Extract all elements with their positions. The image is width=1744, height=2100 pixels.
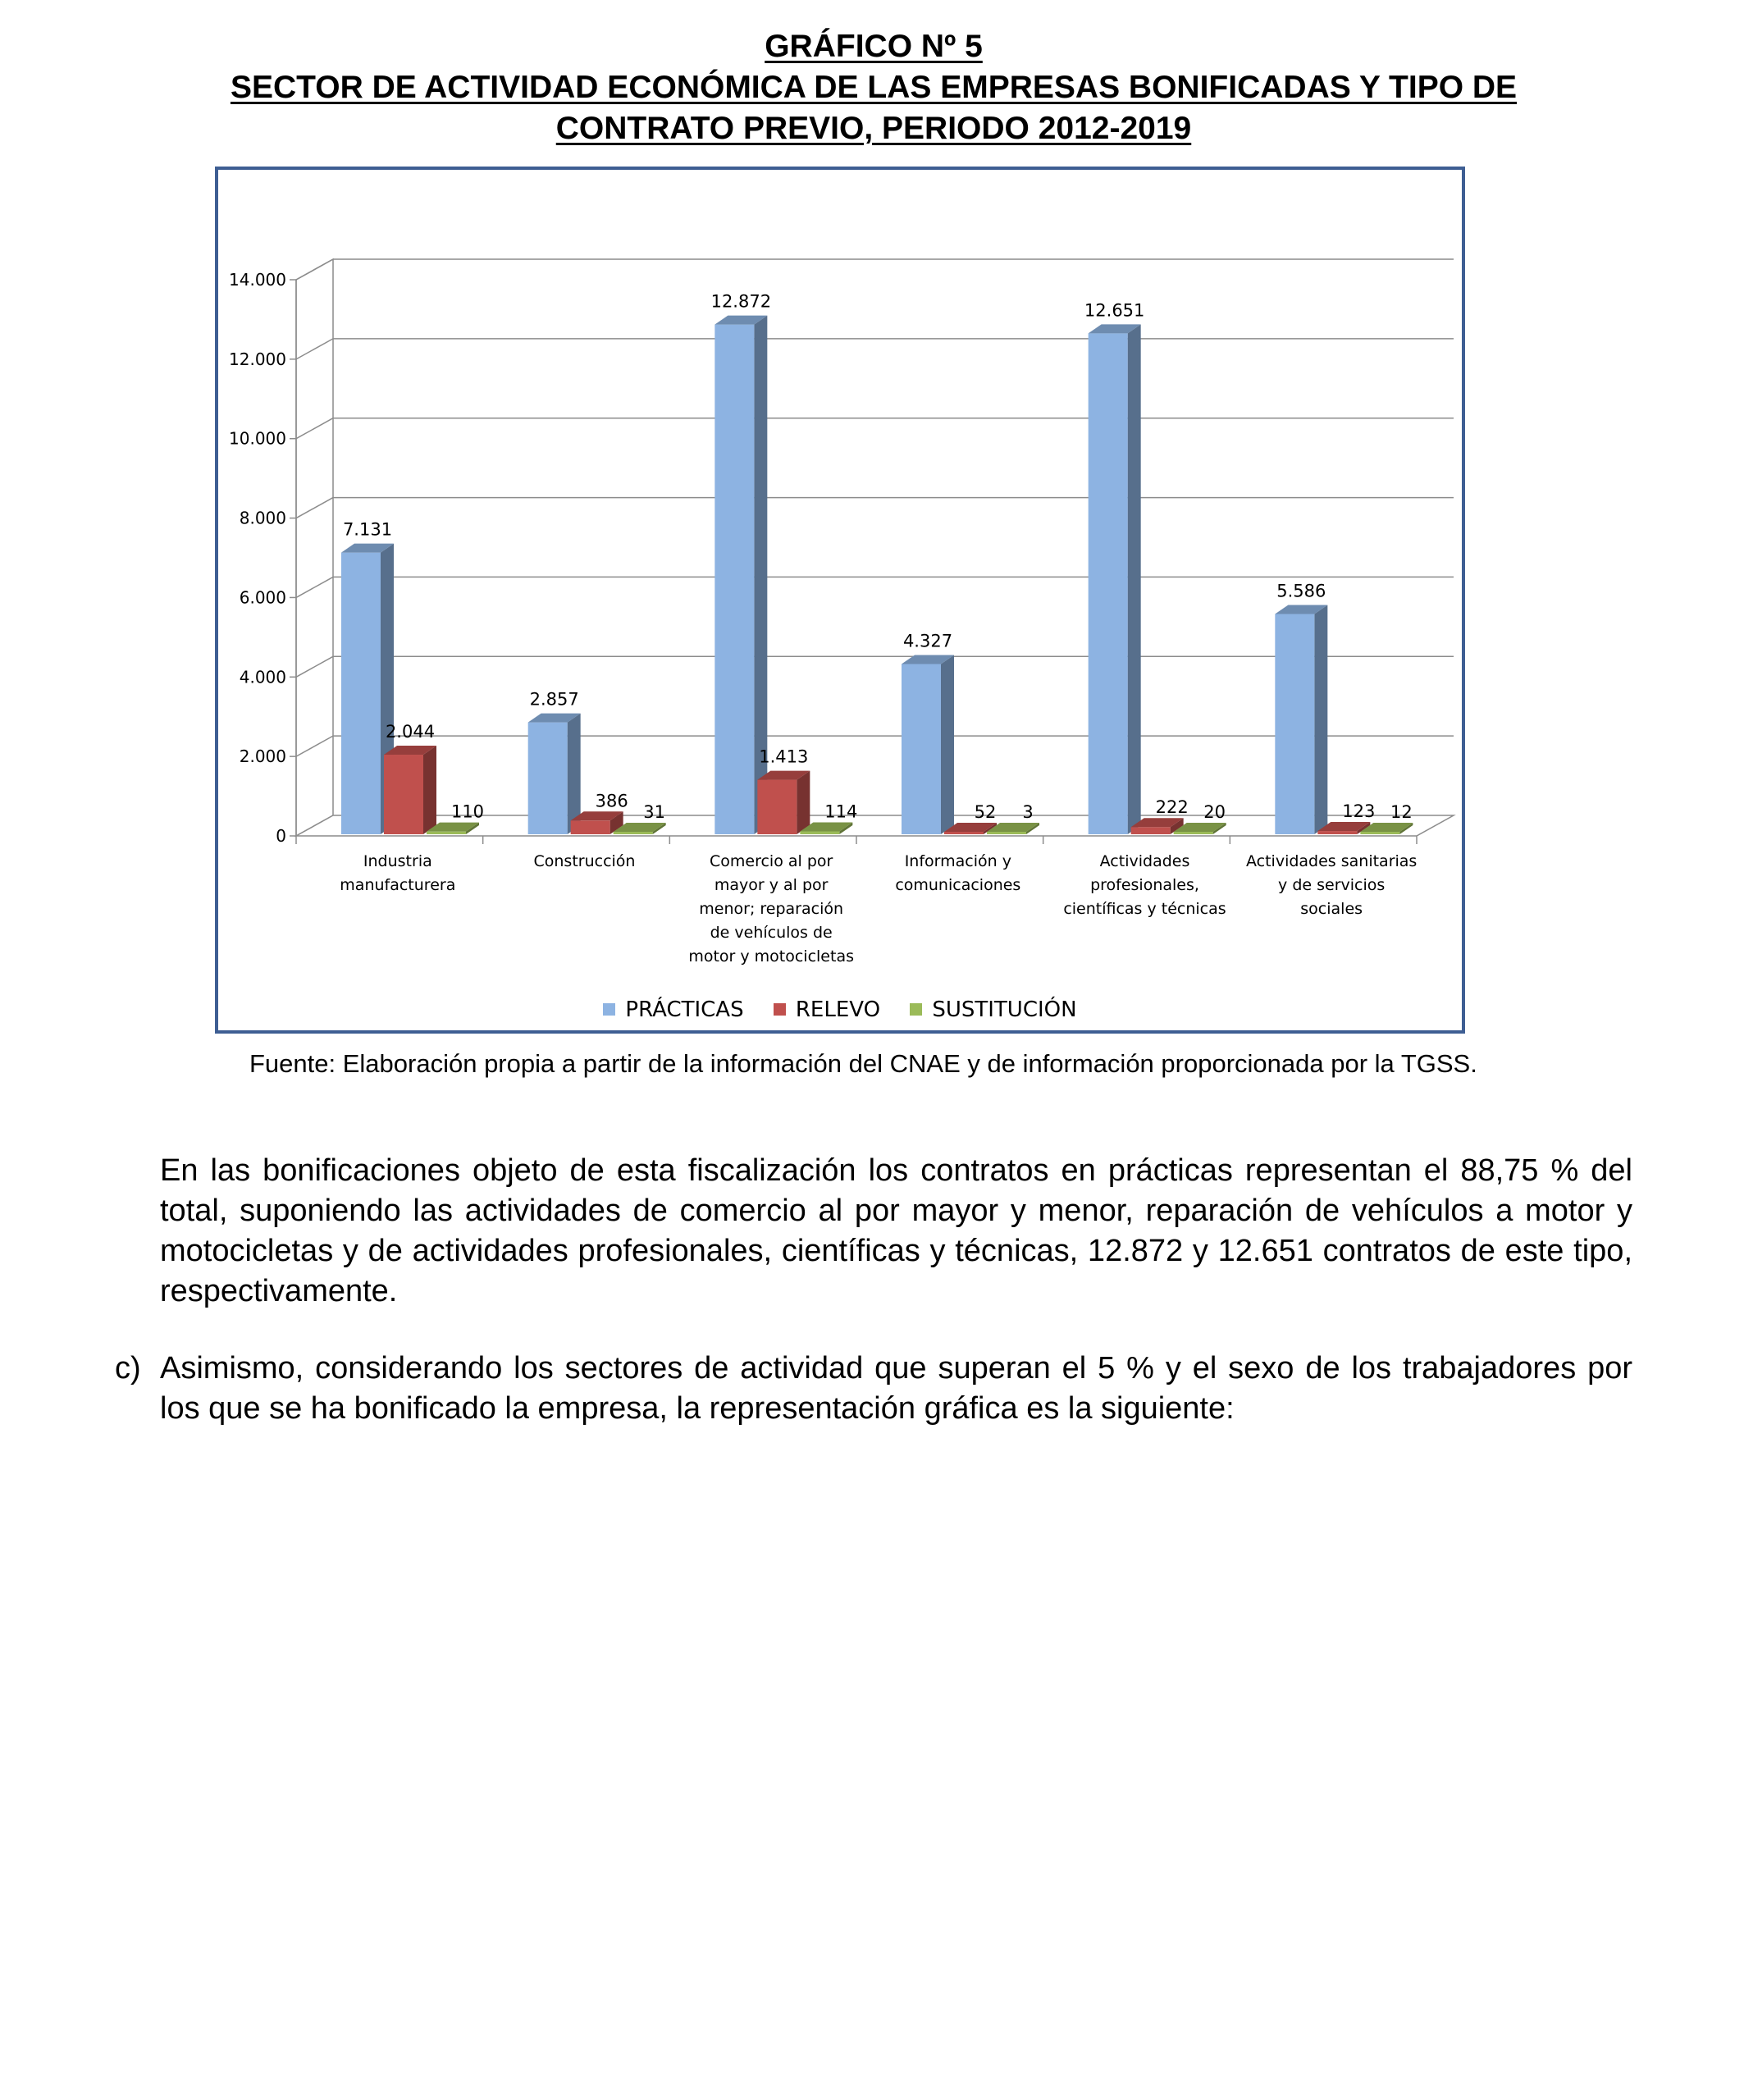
bar-side-prcticas — [941, 655, 954, 834]
figure-title-line-1: SECTOR DE ACTIVIDAD ECONÓMICA DE LAS EMPRESAS BONIFICADAS Y TIPO DE — [230, 70, 1518, 105]
chart-frame — [215, 167, 1465, 1034]
bar-side-prcticas — [1128, 324, 1141, 834]
data-label-sustitucin: 114 — [824, 801, 858, 822]
bar-prcticas — [341, 553, 381, 834]
figure-title-line-2: CONTRATO PREVIO, PERIODO 2012-2019 — [555, 111, 1192, 146]
category-label: Industria — [363, 852, 432, 870]
category-label: manufacturera — [340, 876, 456, 894]
bar-prcticas — [1089, 333, 1128, 834]
category-label: de vehículos de — [710, 924, 833, 942]
legend-item-relevo — [774, 998, 880, 1022]
data-label-relevo: 2.044 — [385, 722, 436, 742]
bar-side-relevo — [797, 771, 810, 834]
bar-relevo — [1317, 831, 1357, 834]
body-paragraph-1: En las bonificaciones objeto de esta fiscalización los contratos en prácticas representan el 88,75 % del total, suponiendo las actividades de comercio al por mayor y menor, reparación de vehículos a motor y motocicletas y de actividades profesionales, científicas y técnicas, 12.872 y 12.651 contratos de este tipo, respectivamente. — [160, 1153, 1632, 1308]
bar-sustitucin — [1174, 832, 1213, 834]
source-note: Fuente: Elaboración propia a partir de la información del CNAE y de información proporcionada por la TGSS. — [249, 1049, 1477, 1078]
data-label-prcticas: 5.586 — [1276, 581, 1326, 601]
bar-sustitucin — [614, 832, 653, 834]
bar-relevo — [757, 780, 797, 834]
y-tick-label: 4.000 — [239, 667, 286, 687]
data-label-sustitucin: 20 — [1203, 802, 1226, 822]
data-label-relevo: 52 — [974, 802, 997, 822]
bar-prcticas — [1275, 614, 1314, 834]
data-label-sustitucin: 12 — [1390, 802, 1413, 822]
category-label: Comercio al por — [709, 852, 833, 870]
category-label: comunicaciones — [895, 876, 1021, 894]
y-tick-label: 8.000 — [239, 508, 286, 528]
bar-sustitucin — [427, 832, 466, 834]
legend-label-relevo: RELEVO — [795, 997, 881, 1022]
bar-sustitucin — [1360, 832, 1399, 834]
bar-prcticas — [902, 664, 941, 834]
legend-item-practicas — [603, 998, 743, 1022]
legend-swatch-sustitucion — [910, 1003, 922, 1016]
data-label-relevo: 123 — [1342, 801, 1376, 822]
data-label-sustitucin: 31 — [643, 802, 666, 822]
bar-side-prcticas — [1314, 605, 1327, 834]
data-label-prcticas: 12.872 — [710, 291, 772, 312]
chart-legend — [218, 997, 1462, 1022]
data-label-sustitucin: 110 — [450, 801, 485, 822]
figure-number: GRÁFICO Nº 5 — [765, 29, 983, 64]
category-label: Construcción — [533, 852, 636, 870]
legend-label-practicas: PRÁCTICAS — [625, 997, 744, 1022]
category-label: menor; reparación — [699, 900, 844, 918]
category-label: científicas y técnicas — [1063, 900, 1226, 918]
bar-sustitucin — [800, 831, 839, 834]
category-label: profesionales, — [1090, 876, 1199, 894]
legend-item-sustitucion — [910, 998, 1076, 1022]
y-tick-label: 10.000 — [229, 428, 286, 449]
data-label-prcticas: 4.327 — [902, 631, 953, 651]
y-tick-label: 6.000 — [239, 587, 286, 608]
data-label-relevo: 1.413 — [759, 746, 809, 767]
category-label: y de servicios — [1278, 876, 1386, 894]
chart-side-wall — [296, 259, 333, 836]
data-label-relevo: 386 — [595, 791, 628, 811]
data-label-relevo: 222 — [1155, 797, 1189, 818]
y-tick-label: 0 — [276, 826, 286, 846]
legend-label-sustitucion: SUSTITUCIÓN — [932, 997, 1077, 1022]
legend-swatch-practicas — [603, 1003, 615, 1016]
bar-relevo — [944, 832, 984, 834]
y-tick-label: 12.000 — [229, 349, 286, 369]
category-label: Actividades — [1099, 852, 1190, 870]
data-label-prcticas: 12.651 — [1084, 300, 1145, 321]
bar-sustitucin — [987, 832, 1026, 834]
legend-swatch-relevo — [774, 1003, 786, 1016]
category-label: Actividades sanitarias — [1245, 852, 1418, 870]
bar-relevo — [384, 755, 423, 834]
bar-chart — [218, 170, 1462, 1030]
bar-prcticas — [714, 325, 754, 834]
category-label: Información y — [904, 852, 1011, 870]
category-label: sociales — [1300, 900, 1363, 918]
data-label-sustitucin: 3 — [1022, 802, 1034, 822]
bar-relevo — [571, 820, 610, 834]
body-paragraph-2: Asimismo, considerando los sectores de actividad que superan el 5 % y el sexo de los trabajadores por los que se ha bonificado la empresa, la representación gráfica es la siguiente: — [160, 1351, 1632, 1426]
bar-prcticas — [528, 723, 568, 834]
y-tick-label: 2.000 — [239, 746, 286, 767]
bar-side-relevo — [423, 746, 436, 834]
y-tick-label: 14.000 — [229, 270, 286, 290]
data-label-prcticas: 7.131 — [342, 519, 393, 540]
chart-title-block — [123, 26, 1624, 149]
bar-relevo — [1131, 827, 1171, 834]
list-marker-c: c) — [115, 1351, 141, 1386]
data-label-prcticas: 2.857 — [529, 689, 579, 710]
category-label: motor y motocicletas — [688, 947, 855, 966]
category-label: mayor y al por — [714, 876, 829, 894]
